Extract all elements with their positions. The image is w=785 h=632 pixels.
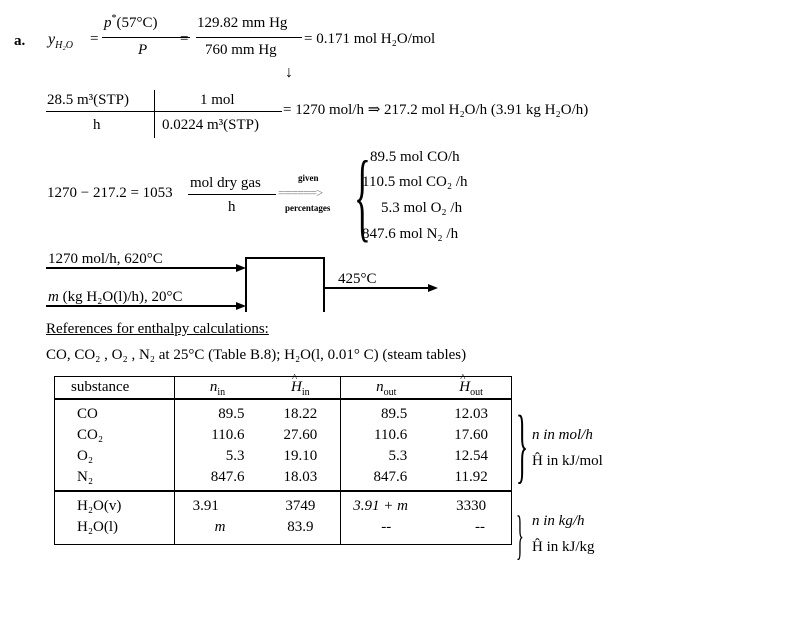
eq3-item-co2: 110.5 mol CO₂ /h [362,174,468,190]
header-h-in: ^ $H_{in}$ [260,377,340,400]
eq3-percentages: percentages [285,203,331,213]
cell-h-out: 11.92 [431,467,511,491]
cell-n-in: 3.91 [192,498,219,514]
outlet-stream-label: 425°C [338,271,377,287]
header-substance: substance [55,377,175,400]
table-row [55,399,512,425]
eq1-lhs: $y_{H_2O}$ [48,31,74,52]
cell-n-out: 3.91 + m [353,498,408,514]
cell-n-out: -- [381,519,392,535]
cell-h-in: 18.22 [260,399,340,425]
cell-h-out: 3330 [431,491,511,517]
water-stream-label: m (kg H₂O(l)/h), 20°C [48,289,183,305]
eq3-frac-den: h [228,199,236,215]
eq2-den-right: 0.0224 m³(STP) [162,117,260,133]
cell-h-in: 19.10 [260,446,340,467]
cell-h-in: 27.60 [260,425,340,446]
note1-line1: n in mol/h [532,427,593,443]
references-text: CO, CO₂ , O₂ , N₂ at 25°C (Table B.8); H₂O(l, 0.01° C) (steam tables) [46,347,467,363]
cell-n-out: 110.6 [374,427,408,443]
cell-n-in: 847.6 [210,469,245,485]
eq2-fraction-bar [46,111,282,112]
cell-substance: N₂ [55,467,175,491]
right-brace-icon: } [516,399,529,492]
table-header-row [55,377,512,400]
left-brace-icon: { [354,140,371,251]
feed-stream-label: 1270 mol/h, 620°C [48,251,163,267]
eq2-den-left: h [93,117,101,133]
references-heading: References for enthalpy calculations: [46,321,269,337]
eq3-given: given [298,173,319,183]
cell-n-out: 847.6 [373,469,408,485]
part-label: a. [14,33,26,49]
cell-h-out: 12.03 [431,399,511,425]
table-row [55,446,512,467]
cell-n-in: 110.6 [211,427,245,443]
table-row [55,467,512,491]
down-arrow-icon: ↓ [285,64,293,81]
implies-arrow-icon: ======> [278,185,323,200]
eq1-equals: = [90,31,99,47]
table-row [55,425,512,446]
eq3-frac-num: mol dry gas [190,175,261,191]
cell-h-in: 83.9 [260,517,340,545]
eq1-frac1-den: P [138,42,148,58]
eq2-num-right: 1 mol [200,92,235,108]
note2-line2: Ĥ in kJ/kg [532,539,595,555]
cell-h-in: 3749 [260,491,340,517]
table-row [55,517,512,545]
eq3-item-co: 89.5 mol CO/h [370,149,460,165]
eq3-item-n2: 847.6 mol N₂ /h [362,226,459,242]
cell-n-in: 5.3 [225,448,245,464]
eq1-result: = 0.171 mol H₂O/mol [304,31,436,47]
cell-substance: O₂ [55,446,175,467]
header-n-in: $n_{in}$ [209,379,226,398]
cell-n-out: 89.5 [380,406,408,422]
cell-h-out: -- [431,517,511,545]
cell-n-in: m [214,519,226,535]
note1-line2: Ĥ in kJ/mol [532,453,603,469]
cell-substance: H₂O(v) [55,491,175,517]
header-n-out: $n_{out}$ [376,379,397,398]
eq2-result: = 1270 mol/h ⇒ 217.2 mol H₂O/h (3.91 kg H₂O/h) [283,102,589,118]
eq1-frac2-num: 129.82 mm Hg [197,15,288,31]
note2-line1: n in kg/h [532,513,585,529]
cell-h-out: 12.54 [431,446,511,467]
eq1-equals2: = [180,31,189,47]
cell-substance: CO₂ [55,425,175,446]
eq1-frac1-bar [102,37,190,38]
eq2-divider [154,90,155,138]
enthalpy-table [54,376,512,545]
eq1-frac1-num: p*(57°C) [104,13,158,31]
cell-substance: CO [55,399,175,425]
eq1-frac2-bar [196,37,302,38]
cell-h-in: 18.03 [260,467,340,491]
header-h-out: ^ $H_{out}$ [431,377,511,400]
eq3-lhs: 1270 − 217.2 = 1053 [47,185,173,201]
eq2-num-left: 28.5 m³(STP) [47,92,130,108]
cell-n-in: 89.5 [218,406,245,422]
eq3-item-o2: 5.3 mol O₂ /h [381,200,463,216]
eq1-frac2-den: 760 mm Hg [205,42,277,58]
cell-h-out: 17.60 [431,425,511,446]
table-row [55,491,512,517]
cell-substance: H₂O(l) [55,517,175,545]
right-brace-icon: } [516,505,524,565]
eq3-frac-bar [188,194,276,195]
cell-n-out: 5.3 [388,448,408,464]
